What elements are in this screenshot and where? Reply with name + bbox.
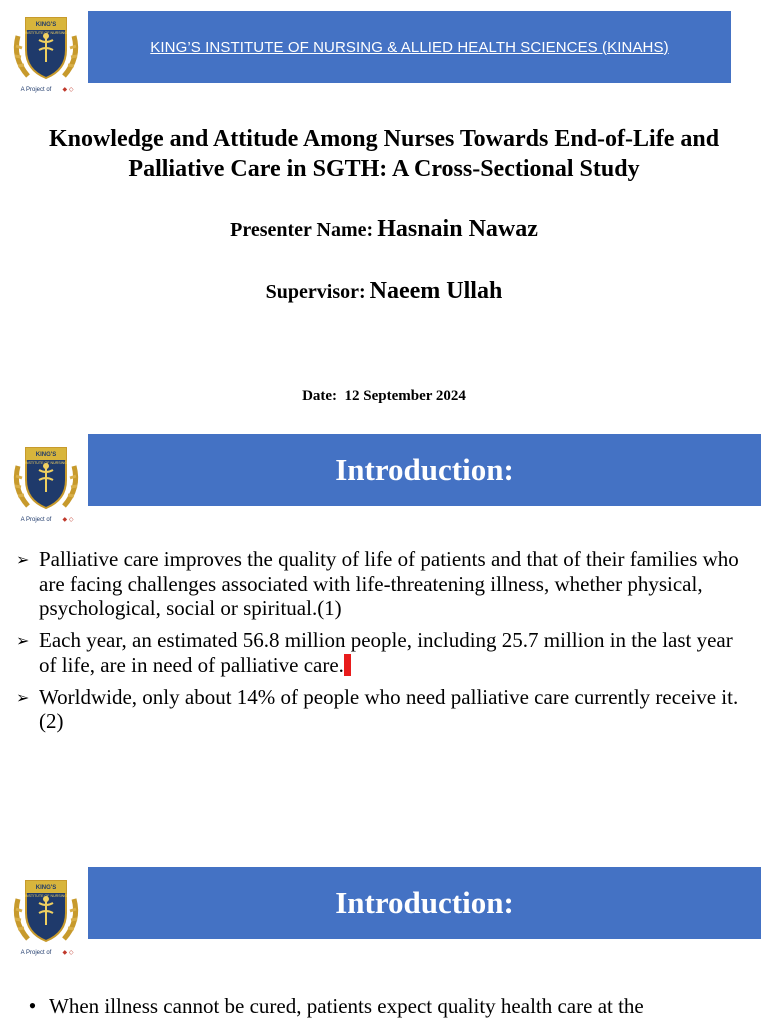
bullet-text: Each year, an estimated 56.8 million people, including 25.7 million in the last year of life, are in need of palliative care. <box>39 628 733 677</box>
logo-project-text: A Project of <box>20 950 52 956</box>
dot-bullet-icon: • <box>28 993 37 1018</box>
logo-project-text: A Project of <box>20 517 52 523</box>
logo-mark-icon: ◆ ◇ <box>62 517 74 523</box>
shield-logo-icon <box>6 436 86 526</box>
section-heading: Introduction: <box>88 867 761 939</box>
presenter-line <box>0 216 768 243</box>
presentation-title <box>0 124 768 184</box>
date-label: Date: <box>302 388 338 404</box>
section-heading: Introduction: <box>88 434 761 506</box>
logo-mark-icon: ◆ ◇ <box>62 950 74 956</box>
list-item <box>16 994 746 1019</box>
supervisor-line <box>0 278 768 305</box>
list-item <box>16 628 746 677</box>
logo-project-text: A Project of <box>20 87 52 93</box>
arrow-bullet-icon: ➢ <box>16 687 30 707</box>
bullet-text: Worldwide, only about 14% of people who need palliative care currently receive it.(2) <box>39 684 739 733</box>
date-value: 12 September 2024 <box>344 388 466 404</box>
title-line-1: Knowledge and Attitude Among Nurses Towards End-of-Life and <box>48 126 720 152</box>
logo-mark-icon: ◆ ◇ <box>62 87 74 93</box>
kinahs-logo <box>6 6 86 96</box>
title-slide <box>0 0 768 430</box>
logo-top-text: KING'S <box>35 452 57 458</box>
bullet-list <box>16 994 746 1024</box>
supervisor-name: Naeem Ullah <box>369 278 503 304</box>
list-item <box>16 547 746 621</box>
intro-slide-2 <box>0 863 768 1024</box>
logo-top-text: KING'S <box>35 22 57 28</box>
bullet-text: When illness cannot be cured, patients expect quality health care at the <box>49 994 644 1018</box>
logo-middle-text: INSTITUTE OF NURSING <box>24 31 68 35</box>
logo-middle-text: INSTITUTE OF NURSING <box>24 894 68 898</box>
presenter-name: Hasnain Nawaz <box>377 216 538 242</box>
bullet-text: Palliative care improves the quality of life of patients and that of their families who are facing challenges associated with life-threatening illness, whether physical, psychological, social or spiritual.(1) <box>39 547 739 620</box>
shield-logo-icon <box>6 6 86 96</box>
intro-slide-1 <box>0 430 768 863</box>
shield-logo-icon <box>6 869 86 959</box>
date-line <box>0 388 768 405</box>
logo-top-text: KING'S <box>35 885 57 891</box>
supervisor-label: Supervisor: <box>265 281 366 303</box>
bullet-list <box>16 547 746 741</box>
institute-header: KING’S INSTITUTE OF NURSING & ALLIED HEALTH SCIENCES (KINAHS) <box>88 11 731 83</box>
kinahs-logo <box>6 436 86 526</box>
arrow-bullet-icon: ➢ <box>16 631 30 650</box>
presenter-label: Presenter Name: <box>230 219 374 241</box>
kinahs-logo <box>6 869 86 959</box>
title-line-2: Palliative Care in SGTH: A Cross-Sectional Study <box>128 156 640 182</box>
arrow-bullet-icon: ➢ <box>16 550 30 569</box>
text-cursor-highlight <box>344 654 351 676</box>
logo-middle-text: INSTITUTE OF NURSING <box>24 461 68 465</box>
list-item <box>16 685 746 734</box>
